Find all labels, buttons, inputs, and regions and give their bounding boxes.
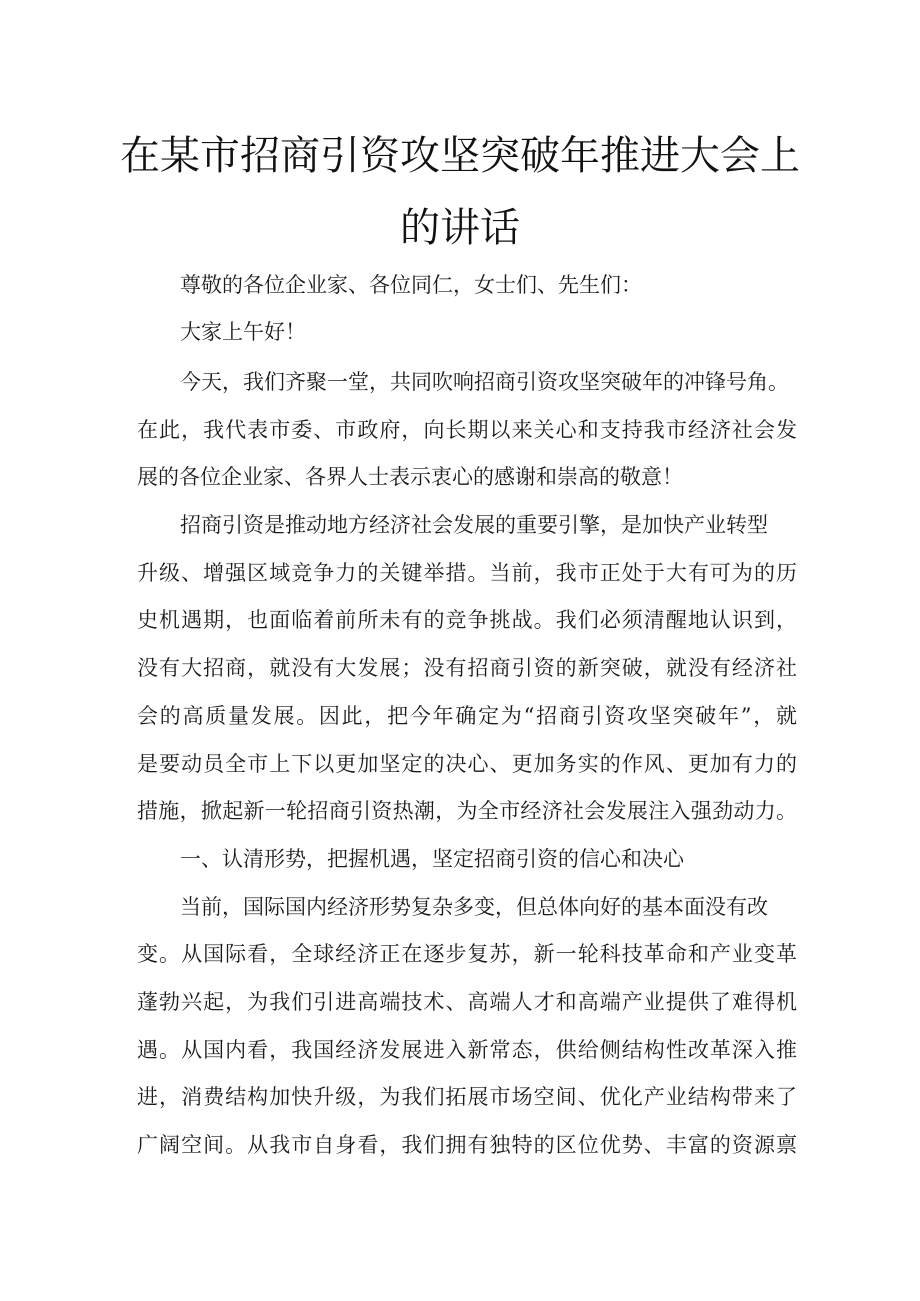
paragraph-3-line: 蓬勃兴起，为我们引进高端技术、高端人才和高端产业提供了难得机: [137, 990, 797, 1014]
paragraph-2-line: 招商引资是推动地方经济社会发展的重要引擎，是加快产业转型: [180, 513, 768, 537]
document-title-line-1: 在某市招商引资攻坚突破年推进大会上: [120, 133, 800, 179]
paragraph-1-line: 在此，我代表市委、市政府，向长期以来关心和支持我市经济社会发: [137, 418, 797, 442]
paragraph-3-line: 广阔空间。从我市自身看，我们拥有独特的区位优势、丰富的资源禀: [137, 1133, 797, 1157]
salutation: 尊敬的各位企业家、各位同仁，女士们、先生们：: [180, 273, 642, 297]
section-heading-1: 一、认清形势，把握机遇，坚定招商引资的信心和决心: [180, 847, 684, 871]
paragraph-3-line: 变。从国际看，全球经济正在逐步复苏，新一轮科技革命和产业变革: [137, 942, 797, 966]
paragraph-2-line: 措施，掀起新一轮招商引资热潮，为全市经济社会发展注入强劲动力。: [137, 799, 797, 823]
paragraph-2-line: 会的高质量发展。因此，把今年确定为“招商引资攻坚突破年”，就: [137, 704, 797, 728]
paragraph-3-line: 进，消费结构加快升级，为我们拓展市场空间、优化产业结构带来了: [137, 1085, 797, 1109]
paragraph-2-line: 史机遇期，也面临着前所未有的竞争挑战。我们必须清醒地认识到，: [137, 608, 797, 632]
paragraph-3-line: 遇。从国内看，我国经济发展进入新常态，供给侧结构性改革深入推: [137, 1038, 797, 1062]
greeting: 大家上午好！: [180, 320, 306, 344]
paragraph-1-line: 展的各位企业家、各界人士表示衷心的感谢和崇高的敬意！: [137, 465, 683, 489]
paragraph-2-line: 是要动员全市上下以更加坚定的决心、更加务实的作风、更加有力的: [137, 752, 797, 776]
paragraph-2-line: 升级、增强区域竞争力的关键举措。当前，我市正处于大有可为的历: [137, 561, 797, 585]
paragraph-3-line: 当前，国际国内经济形势复杂多变，但总体向好的基本面没有改: [180, 895, 768, 919]
paragraph-2-line: 没有大招商，就没有大发展；没有招商引资的新突破，就没有经济社: [137, 656, 797, 680]
paragraph-1-line: 今天，我们齐聚一堂，共同吹响招商引资攻坚突破年的冲锋号角。: [180, 370, 789, 394]
document-title-line-2: 的讲话: [400, 205, 520, 251]
